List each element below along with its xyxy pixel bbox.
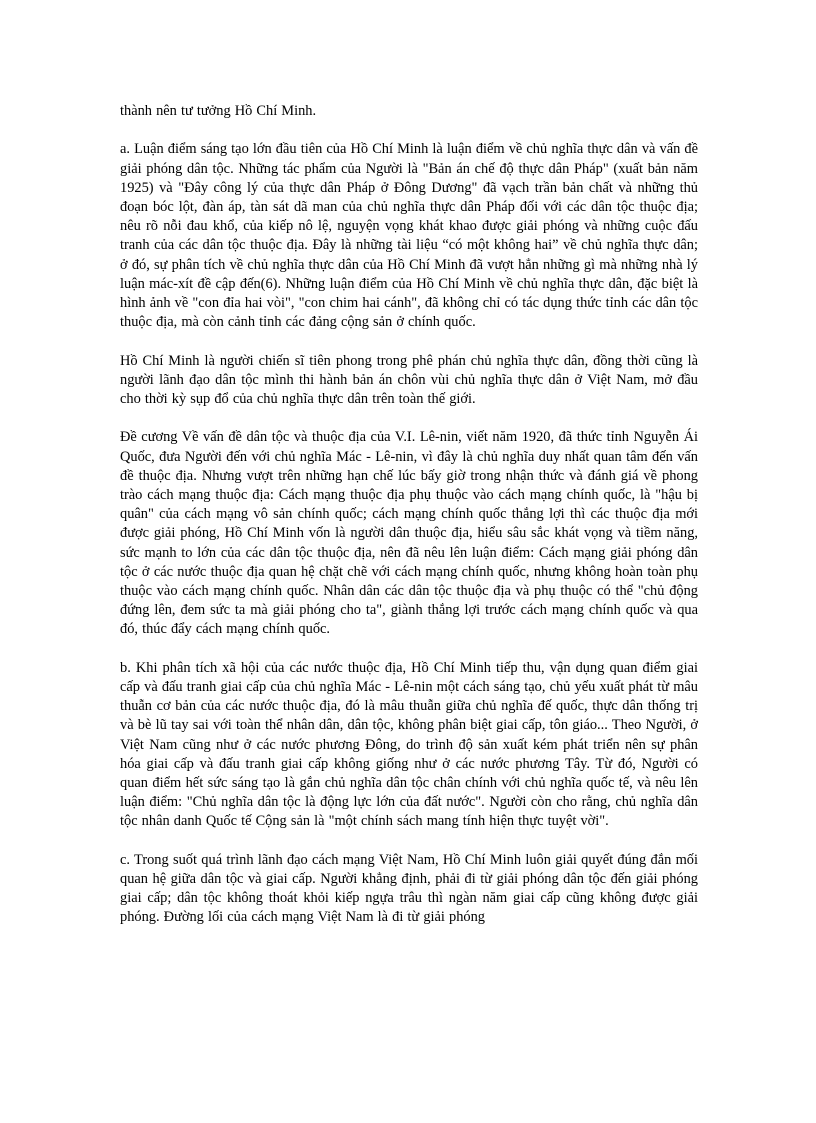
paragraph-point-b: b. Khi phân tích xã hội của các nước thuộc địa, Hồ Chí Minh tiếp thu, vận dụng quan điểm giai cấp và đấu tranh giai cấp của chủ nghĩa Mác - Lê-nin một cách sáng tạo, chủ yếu xuất phát từ mâu thuẫn cơ bản của các nước thuộc địa, đó là mâu thuẫn giữa chủ nghĩa đế quốc, thực dân thống trị và bè lũ tay sai với toàn thể nhân dân, dân tộc, không phân biệt giai cấp, tôn giáo... Theo Người, ở Việt Nam cũng như ở các nước phương Đông, do trình độ sản xuất kém phát triển nên sự phân hóa giai cấp và đấu tranh giai cấp không giống như ở các nước phương Tây. Từ đó, Người có quan điểm hết sức sáng tạo là gắn chủ nghĩa dân tộc chân chính với chủ nghĩa quốc tế, và nêu lên luận điểm: "Chủ nghĩa dân tộc là động lực lớn của đất nước". Người còn cho rằng, chủ nghĩa dân tộc nhân danh Quốc tế Cộng sản là "một chính sách mang tính hiện thực tuyệt vời". — [120, 659, 698, 830]
paragraph-point-c: c. Trong suốt quá trình lãnh đạo cách mạng Việt Nam, Hồ Chí Minh luôn giải quyết đúng đắn mối quan hệ giữa dân tộc và giai cấp. Người khẳng định, phải đi từ giải phóng dân tộc đến giải phóng giai cấp; dân tộc không thoát khỏi kiếp ngựa trâu thì ngàn năm giai cấp cũng không được giải phóng. Đường lối của cách mạng Việt Nam là đi từ giải phóng — [120, 851, 698, 926]
paragraph-point-a: a. Luận điểm sáng tạo lớn đầu tiên của Hồ Chí Minh là luận điểm về chủ nghĩa thực dân và vấn đề giải phóng dân tộc. Những tác phẩm của Người là "Bản án chế độ thực dân Pháp" (xuất bản năm 1925) và "Đây công lý của thực dân Pháp ở Đông Dương" đã vạch trần bản chất và những thủ đoạn bóc lột, đàn áp, tàn sát dã man của chủ nghĩa thực dân Pháp đối với các dân tộc thuộc địa; nêu rõ nỗi đau khổ, của kiếp nô lệ, nguyện vọng khát khao được giải phóng và những cuộc đấu tranh của các dân tộc thuộc địa. Đây là những tài liệu “có một không hai” về chủ nghĩa thực dân; ở đó, sự phân tích về chủ nghĩa thực dân của Hồ Chí Minh đã vượt hẳn những gì mà những nhà lý luận mác-xít đề cập đến(6). Những luận điểm của Hồ Chí Minh về chủ nghĩa thực dân, đặc biệt là hình ảnh về "con đỉa hai vòi", "con chim hai cánh", đã không chỉ có tác dụng thức tỉnh các dân tộc thuộc địa, mà còn cảnh tỉnh các đảng cộng sản ở chính quốc. — [120, 141, 698, 331]
paragraph-pioneer: Hồ Chí Minh là người chiến sĩ tiên phong trong phê phán chủ nghĩa thực dân, đồng thời cũng là người lãnh đạo dân tộc mình thi hành bản án chôn vùi chủ nghĩa thực dân ở Việt Nam, mở đầu cho thời kỳ sụp đổ của chủ nghĩa thực dân trên toàn thế giới. — [120, 352, 698, 408]
paragraph-intro-continuation: thành nên tư tưởng Hồ Chí Minh. — [120, 103, 317, 119]
document-page — [120, 102, 698, 947]
paragraph-lenin-thesis: Đề cương Về vấn đề dân tộc và thuộc địa của V.I. Lê-nin, viết năm 1920, đã thức tỉnh Nguyễn Ái Quốc, đưa Người đến với chủ nghĩa Mác - Lê-nin, vì đây là chủ nghĩa duy nhất quan tâm đến vấn đề thuộc địa. Nhưng vượt trên những hạn chế lúc bấy giờ trong nhận thức và đánh giá về phong trào cách mạng thuộc địa: Cách mạng thuộc địa phụ thuộc vào cách mạng chính quốc, là "hậu bị quân" của cách mạng vô sản chính quốc; cách mạng chính quốc thắng lợi thì các thuộc địa mới được giải phóng, Hồ Chí Minh vốn là người dân thuộc địa, hiểu sâu sắc khát vọng và tiềm năng, sức mạnh to lớn của các dân tộc thuộc địa, nên đã nêu lên luận điểm: Cách mạng giải phóng dân tộc ở các nước thuộc địa quan hệ chặt chẽ với cách mạng chính quốc, nhưng không hoàn toàn phụ thuộc vào cách mạng chính quốc. Nhân dân các dân tộc thuộc địa và phụ thuộc có thể "chủ động đứng lên, đem sức ta mà giải phóng cho ta", giành thắng lợi trước cách mạng chính quốc và qua đó, thúc đẩy cách mạng chính quốc. — [120, 429, 698, 638]
